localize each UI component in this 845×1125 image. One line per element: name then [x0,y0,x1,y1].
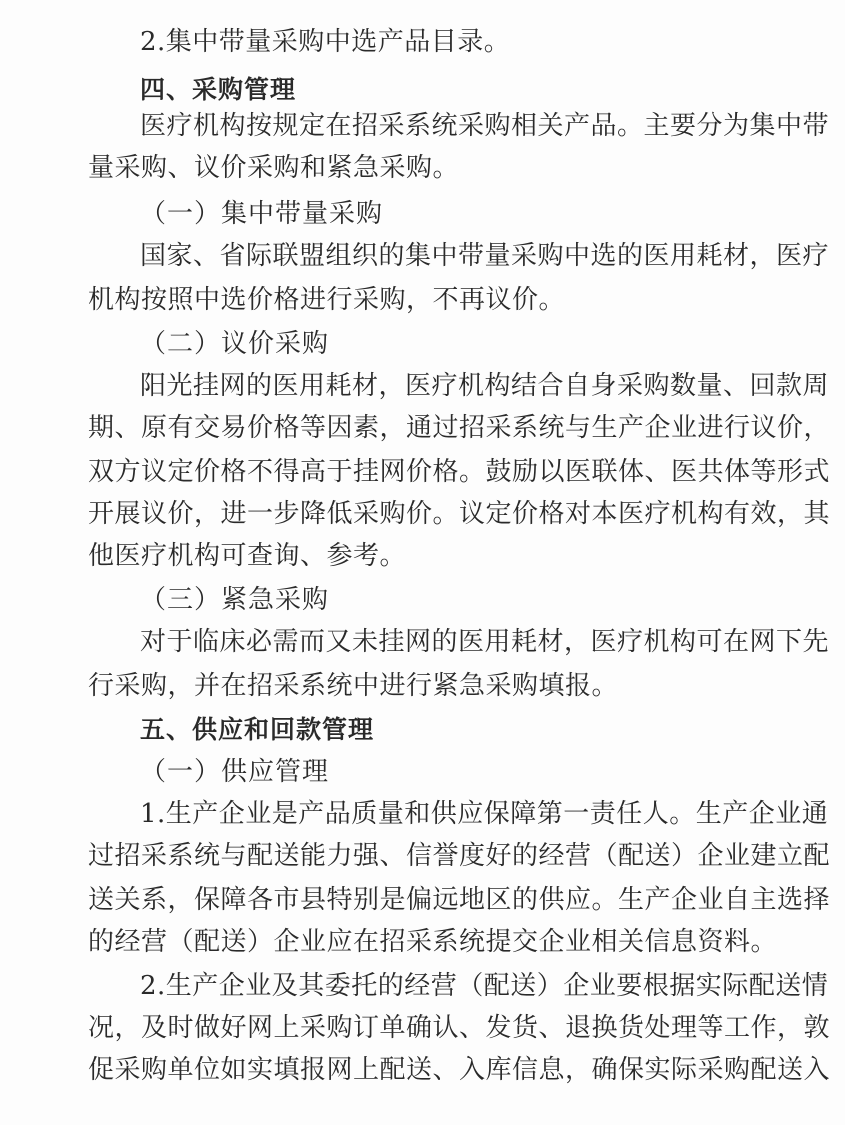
subsection-heading: （一）集中带量采购 [140,199,384,229]
paragraph-line: 促采购单位如实填报网上配送、入库信息，确保实际采购配送入 [88,1055,831,1085]
paragraph-line: 行采购，并在招采系统中进行紧急采购填报。 [88,671,619,701]
paragraph-line: 2.生产企业及其委托的经营（配送）企业要根据实际配送情 [140,971,829,1001]
paragraph-line: 阳光挂网的医用耗材，医疗机构结合自身采购数量、回款周 [140,371,830,401]
paragraph-line: 他医疗机构可查询、参考。 [88,541,407,571]
subsection-heading: （一）供应管理 [140,757,330,787]
paragraph-line: 况，及时做好网上采购订单确认、发货、退换货处理等工作，敦 [88,1013,831,1043]
paragraph-line: 送关系，保障各市县特别是偏远地区的供应。生产企业自主选择 [88,885,831,915]
paragraph-line: 机构按照中选价格进行采购，不再议价。 [88,285,566,315]
subsection-heading: （二）议价采购 [140,329,330,359]
paragraph-line: 期、原有交易价格等因素，通过招采系统与生产企业进行议价， [88,413,831,443]
paragraph-line: 开展议价，进一步降低采购价。议定价格对本医疗机构有效，其 [88,499,831,529]
subsection-heading: （三）紧急采购 [140,585,330,615]
paragraph-line: 医疗机构按规定在招采系统采购相关产品。主要分为集中带 [140,111,830,141]
paragraph-line: 2.集中带量采购中选产品目录。 [140,27,511,57]
paragraph-line: 对于临床必需而又未挂网的医用耗材，医疗机构可在网下先 [140,627,830,657]
paragraph-line: 过招采系统与配送能力强、信誉度好的经营（配送）企业建立配 [88,841,831,871]
section-heading: 五、供应和回款管理 [140,715,375,744]
paragraph-line: 国家、省际联盟组织的集中带量采购中选的医用耗材，医疗 [140,241,830,271]
section-heading: 四、采购管理 [140,75,297,104]
paragraph-line: 双方议定价格不得高于挂网价格。鼓励以医联体、医共体等形式 [88,457,831,487]
paragraph-line: 的经营（配送）企业应在招采系统提交企业相关信息资料。 [88,927,778,957]
paragraph-line: 量采购、议价采购和紧急采购。 [88,153,460,183]
paragraph-line: 1.生产企业是产品质量和供应保障第一责任人。生产企业通 [140,799,829,829]
